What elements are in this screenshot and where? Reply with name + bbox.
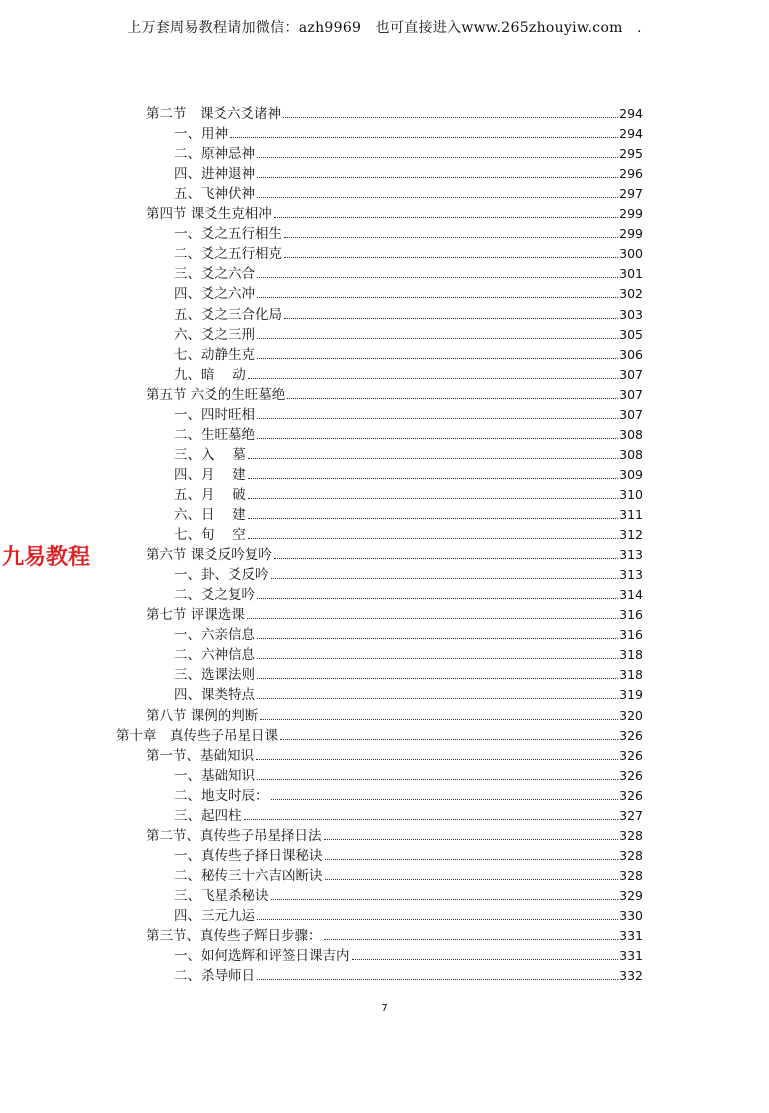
toc-entry-label: 五、爻之三合化局 (174, 306, 282, 323)
toc-entry-page: 326 (619, 727, 643, 743)
toc-entry-label: 一、用神 (174, 126, 228, 143)
toc-dot-leader (257, 919, 618, 920)
toc-entry-page: 307 (619, 366, 643, 382)
toc-entry-label: 二、杀导师日 (174, 968, 255, 985)
toc-entry (174, 424, 643, 444)
toc-entry-page: 329 (619, 887, 643, 903)
toc-entry (174, 684, 643, 704)
toc-entry-label: 七、动静生克 (174, 346, 255, 363)
toc-dot-leader (287, 398, 618, 399)
toc-dot-leader (257, 297, 618, 298)
toc-entry (174, 464, 643, 484)
toc-dot-leader (257, 338, 618, 339)
toc-dot-leader (248, 498, 618, 499)
toc-entry (174, 564, 643, 584)
toc-entry-page: 318 (619, 667, 643, 683)
toc-entry (174, 344, 643, 364)
toc-entry (174, 404, 643, 424)
toc-entry-label: 第二节 课爻六爻诸神 (146, 106, 281, 122)
toc-entry-page: 331 (619, 928, 643, 944)
toc-entry-label: 四、月 建 (174, 466, 246, 483)
toc-entry-label: 二、地支时辰： (174, 787, 269, 804)
toc-entry-page: 302 (619, 286, 643, 302)
toc-entry-label: 四、进神退神 (174, 166, 255, 183)
toc-entry-label: 三、飞星杀秘诀 (174, 887, 269, 904)
toc-dot-leader (244, 819, 619, 820)
toc-entry-page: 326 (619, 747, 643, 763)
toc-dot-leader (257, 979, 618, 980)
header-ad-text: 上万套周易教程请加微信：azh9969 也可直接进入www.265zhouyiw.com . (127, 20, 642, 36)
toc-entry-page: 328 (619, 867, 643, 883)
toc-entry-page: 308 (619, 426, 643, 442)
toc-entry-page: 332 (619, 968, 643, 984)
toc-entry (174, 123, 643, 143)
toc-entry-page: 297 (619, 186, 643, 202)
toc-entry-label: 三、选课法则 (174, 667, 255, 684)
toc-entry (174, 664, 643, 684)
toc-entry-page: 326 (619, 787, 643, 803)
toc-entry (174, 364, 643, 384)
toc-entry-label: 一、四时旺相 (174, 406, 255, 423)
toc-entry (174, 444, 643, 464)
toc-entry-label: 二、爻之五行相克 (174, 246, 282, 263)
toc-dot-leader (248, 458, 618, 459)
toc-entry-label: 一、如何选辉和评签日课吉内 (174, 948, 350, 965)
toc-entry-page: 294 (619, 126, 643, 142)
toc-entry (146, 705, 643, 725)
toc-entry (174, 223, 643, 243)
toc-entry-label: 第六节 课爻反吟复吟 (146, 547, 272, 564)
toc-entry (174, 163, 643, 183)
toc-entry-page: 305 (619, 326, 643, 342)
toc-entry (146, 604, 643, 624)
toc-entry-page: 326 (619, 767, 643, 783)
toc-dot-leader (248, 538, 618, 539)
toc-entry-label: 六、日 建 (174, 507, 246, 523)
toc-entry-label: 一、爻之五行相生 (174, 226, 282, 243)
toc-entry-page: 312 (619, 527, 643, 543)
toc-entry-label: 第八节 课例的判断 (146, 707, 259, 724)
toc-entry-page: 306 (619, 346, 643, 362)
toc-entry-page: 303 (619, 306, 643, 322)
toc-entry-label: 七、旬 空 (174, 527, 246, 544)
toc-entry (174, 805, 643, 825)
toc-dot-leader (284, 257, 618, 258)
toc-entry-label: 第五节 六爻的生旺墓绝 (146, 386, 286, 403)
toc-entry-label: 四、三元九运 (174, 908, 255, 924)
toc-dot-leader (230, 137, 618, 138)
toc-entry (174, 865, 643, 885)
toc-entry (174, 183, 643, 203)
toc-dot-leader (257, 418, 618, 419)
toc-entry-label: 二、生旺墓绝 (174, 426, 255, 443)
toc-entry (174, 845, 643, 865)
toc-entry (174, 143, 643, 163)
toc-entry (174, 785, 643, 805)
toc-dot-leader (248, 518, 618, 519)
toc-dot-leader (271, 799, 619, 800)
toc-entry-page: 331 (619, 948, 643, 964)
toc-dot-leader (274, 217, 618, 218)
toc-dot-leader (352, 959, 619, 960)
toc-entry-label: 二、秘传三十六吉凶断诀 (174, 867, 323, 884)
toc-dot-leader (257, 438, 618, 439)
toc-entry (174, 304, 643, 324)
toc-entry-page: 327 (619, 807, 643, 823)
toc-entry (146, 544, 643, 564)
toc-entry-label: 三、起四柱 (174, 807, 242, 824)
toc-entry-label: 一、基础知识 (174, 767, 255, 784)
toc-dot-leader (284, 318, 618, 319)
toc-entry (146, 103, 643, 123)
toc-entry (174, 324, 643, 344)
toc-entry (174, 624, 643, 644)
toc-dot-leader (280, 739, 618, 740)
toc-entry-page: 307 (619, 406, 643, 422)
toc-dot-leader (257, 658, 618, 659)
toc-entry-label: 九、暗 动 (174, 366, 246, 383)
toc-entry-page: 314 (619, 587, 643, 603)
toc-dot-leader (247, 618, 618, 619)
toc-entry-page: 301 (619, 266, 643, 282)
toc-entry (174, 524, 643, 544)
toc-dot-leader (325, 879, 619, 880)
toc-entry (146, 384, 643, 404)
toc-dot-leader (257, 157, 618, 158)
toc-entry (174, 885, 643, 905)
toc-dot-leader (248, 478, 618, 479)
toc-entry-page: 311 (619, 507, 643, 522)
toc-dot-leader (324, 839, 619, 840)
toc-entry-page: 330 (619, 908, 643, 923)
toc-entry-page: 307 (619, 386, 643, 402)
toc-entry-page: 294 (619, 106, 643, 121)
toc-entry-page: 316 (619, 627, 643, 643)
toc-entry (146, 203, 643, 223)
toc-entry (146, 825, 643, 845)
toc-entry-page: 308 (619, 446, 643, 462)
toc-entry (174, 945, 643, 965)
toc-entry-label: 三、爻之六合 (174, 266, 255, 283)
toc-dot-leader (248, 378, 618, 379)
toc-dot-leader (257, 177, 618, 178)
toc-dot-leader (325, 859, 619, 860)
toc-dot-leader (257, 678, 618, 679)
toc-dot-leader (271, 578, 619, 579)
toc-entry (174, 584, 643, 604)
toc-entry-page: 313 (619, 567, 643, 583)
toc-entry (146, 925, 643, 945)
toc-entry-label: 一、卦、爻反吟 (174, 567, 269, 584)
page-number: 7 (381, 1003, 388, 1014)
toc-entry-label: 三、入 墓 (174, 446, 246, 463)
toc-entry-label: 第三节、真传些子辉日步骤： (146, 928, 322, 945)
toc-dot-leader (257, 598, 618, 599)
toc-entry-page: 328 (619, 847, 643, 863)
toc-entry-label: 四、爻之六冲 (174, 286, 255, 303)
toc-entry (174, 504, 643, 524)
toc-entry-page: 320 (619, 707, 643, 723)
toc-entry-label: 二、爻之复吟 (174, 587, 255, 604)
toc-dot-leader (283, 117, 618, 118)
toc-entry-label: 一、真传些子择日课秘诀 (174, 847, 323, 864)
toc-entry-label: 二、六神信息 (174, 647, 255, 664)
watermark-logo-text: 九易教程 (2, 545, 91, 570)
toc-dot-leader (257, 698, 618, 699)
toc-entry-page: 316 (619, 607, 643, 623)
toc-entry-page: 296 (619, 166, 643, 182)
toc-dot-leader (274, 558, 618, 559)
toc-entry (146, 745, 643, 765)
toc-entry (174, 484, 643, 504)
toc-entry (174, 243, 643, 263)
toc-entry (174, 965, 643, 985)
toc-entry-label: 二、原神忌神 (174, 146, 255, 163)
toc-entry-label: 第四节 课爻生克相冲 (146, 206, 272, 223)
toc-entry-page: 295 (619, 146, 643, 162)
toc-entry-page: 299 (619, 206, 643, 222)
toc-entry-page: 328 (619, 827, 643, 843)
toc-entry-label: 第一节、基础知识 (146, 747, 254, 764)
toc-dot-leader (257, 638, 618, 639)
toc-entry-page: 309 (619, 466, 643, 482)
toc-entry-label: 第七节 评课选课 (146, 607, 245, 624)
toc-entry (174, 765, 643, 785)
toc-dot-leader (260, 719, 618, 720)
toc-entry-page: 299 (619, 226, 643, 242)
toc-entry (174, 263, 643, 283)
toc-entry-page: 313 (619, 547, 643, 563)
toc-entry-label: 第二节、真传些子吊星择日法 (146, 827, 322, 844)
toc-dot-leader (257, 779, 618, 780)
toc-entry-label: 六、爻之三刑 (174, 326, 255, 343)
toc-dot-leader (257, 197, 618, 198)
toc-dot-leader (257, 358, 618, 359)
toc-dot-leader (256, 759, 618, 760)
toc-entry-label: 五、飞神伏神 (174, 186, 255, 203)
toc-entry-page: 319 (619, 687, 643, 703)
toc-entry (174, 283, 643, 303)
toc-entry-label: 第十章 真传些子吊星日课 (116, 727, 278, 744)
toc-entry (116, 725, 643, 745)
toc-entry-label: 五、月 破 (174, 486, 246, 503)
toc-entry-page: 300 (619, 246, 643, 262)
toc-dot-leader (257, 277, 618, 278)
toc-entry-label: 一、六亲信息 (174, 627, 255, 644)
toc-entry-label: 四、课类特点 (174, 687, 255, 704)
toc-entry (174, 905, 643, 925)
toc-entry-page: 318 (619, 647, 643, 663)
toc-dot-leader (324, 939, 619, 940)
toc-entry-page: 310 (619, 486, 643, 502)
toc-dot-leader (271, 899, 619, 900)
toc-dot-leader (284, 237, 618, 238)
toc-entry (174, 644, 643, 664)
